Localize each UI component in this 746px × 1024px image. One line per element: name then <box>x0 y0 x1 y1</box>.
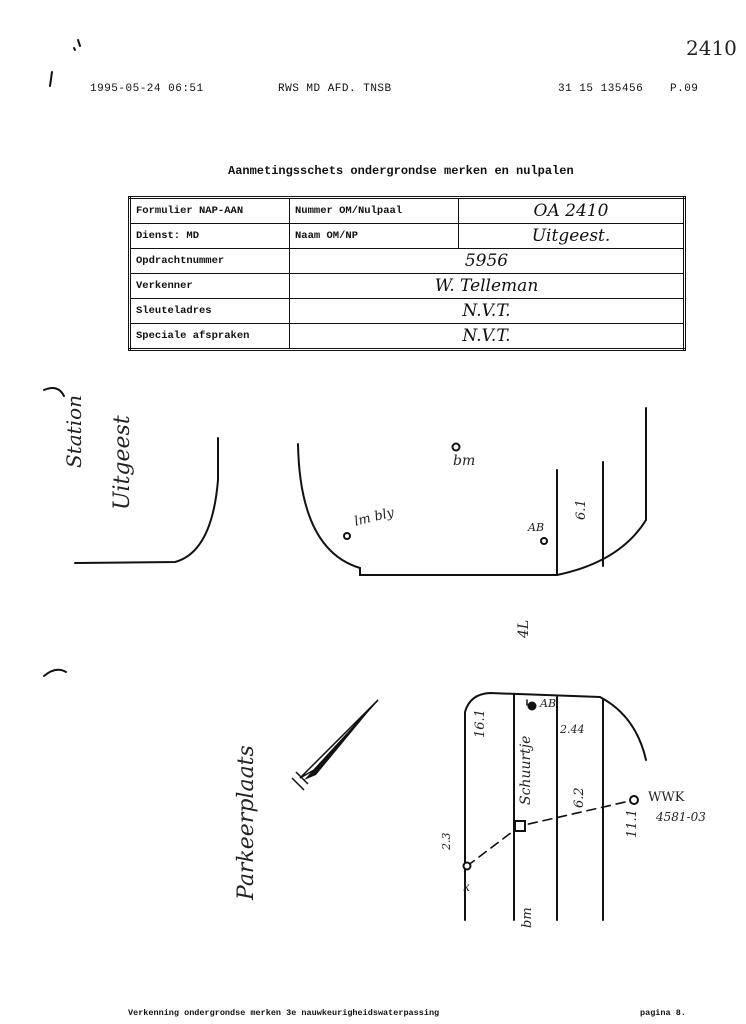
form-value: 5956 <box>290 249 685 274</box>
lm-bly-point <box>344 533 350 539</box>
footer-text: Verkenning ondergrondse merken 3e nauwkeurigheidswaterpassing <box>128 1008 440 1018</box>
fax-phone: 31 15 135456 <box>558 83 644 95</box>
schuur-marker <box>515 821 525 831</box>
town-label: Uitgeest <box>110 415 135 510</box>
schuur-label: Schuurtje <box>518 735 534 805</box>
ab-label-top: AB <box>528 521 545 534</box>
measurement-line <box>467 800 634 866</box>
form-label: Sleuteladres <box>130 298 290 323</box>
bm-label-bottom: bm <box>520 907 535 928</box>
fax-datetime: 1995-05-24 06:51 <box>90 83 204 95</box>
building-outline <box>465 693 646 920</box>
form-label: Formulier NAP-AAN <box>130 198 290 224</box>
benchmark-point-top <box>453 444 460 451</box>
dimension-11-1: 11.1 <box>625 809 640 838</box>
page-title: Aanmetingsschets ondergrondse merken en nulpalen <box>228 164 574 178</box>
station-label: Station <box>62 394 86 468</box>
station-area-outline <box>298 408 646 575</box>
bm-label-top: bm <box>453 453 476 469</box>
north-arrow <box>292 700 378 790</box>
form-label: Opdrachtnummer <box>130 249 290 274</box>
fax-page: P.09 <box>670 83 699 95</box>
road-outline-left <box>75 438 218 563</box>
ab-point-bottom <box>529 703 536 710</box>
page-number: pagina 8. <box>640 1008 686 1018</box>
dimension-6-2: 6.2 <box>572 787 587 808</box>
form-value: N.V.T. <box>290 298 685 323</box>
wwk-point <box>630 796 638 804</box>
form-value: OA 2410 <box>459 198 685 224</box>
form-label: Naam OM/NP <box>290 224 459 249</box>
ab-value: 2.44 <box>560 723 585 736</box>
dimension-4l: 4L <box>516 619 532 638</box>
dimension-2-3: 2.3 <box>440 832 453 850</box>
document-number: 2410 <box>686 36 737 60</box>
scan-mark <box>50 40 80 86</box>
form-value: Uitgeest. <box>459 224 685 249</box>
scan-mark <box>44 670 66 676</box>
scan-mark <box>44 388 64 396</box>
form-label: Nummer OM/Nulpaal <box>290 198 459 224</box>
form-label: Speciale afspraken <box>130 323 290 349</box>
form-value: N.V.T. <box>290 323 685 349</box>
form-label: Dienst: MD <box>130 224 290 249</box>
wwk-label: WWK <box>648 790 685 805</box>
wwk-code: 4581-03 <box>656 810 706 824</box>
k-label: k <box>463 880 471 894</box>
dimension-6-1: 6.1 <box>574 499 589 520</box>
ab-label-bottom: AB <box>540 697 557 710</box>
form-label: Verkenner <box>130 273 290 298</box>
k-point <box>464 863 471 870</box>
form-value: W. Telleman <box>290 273 685 298</box>
ab-point-top <box>541 538 547 544</box>
fax-sender: RWS MD AFD. TNSB <box>278 83 392 95</box>
lm-bly-label: lm bly <box>352 505 396 530</box>
parkeerplaats-label: Parkeerplaats <box>234 745 259 900</box>
dimension-16-1: 16.1 <box>473 709 488 738</box>
